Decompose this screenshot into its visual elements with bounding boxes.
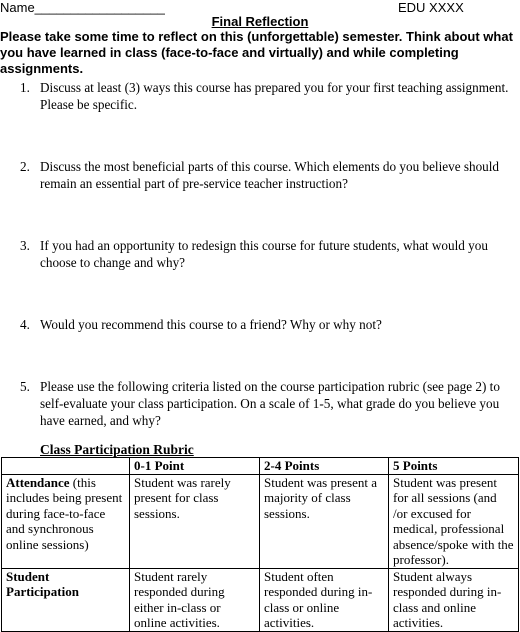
rubric-header-cell: 0-1 Point [130, 458, 260, 475]
rubric-criterion [2, 568, 130, 631]
rubric-header-cell: 5 Points [389, 458, 519, 475]
rubric-cell: Student was present a majority of class sessions. [260, 474, 389, 568]
rubric-header-row [2, 458, 519, 475]
question-number: 1. [20, 80, 30, 95]
question-number: 2. [20, 159, 30, 174]
page-title: Final Reflection [211, 14, 309, 29]
name-field-label: Name__________________ [0, 0, 165, 15]
rubric-cell: Student was present for all sessions (and /or excused for medical, professional absence/spoke with the professor). [389, 474, 519, 568]
rubric-header-cell: 2-4 Points [260, 458, 389, 475]
question-text: Please use the following criteria listed on the course participation rubric (see page 2) to self-evaluate your class participation. On a scale of 1-5, what grade do you believe you have earned, and why? [40, 379, 500, 428]
question-text: If you had an opportunity to redesign this course for future students, what would you choose to change and why? [40, 238, 488, 270]
rubric-cell: Student was rarely present for class sessions. [130, 474, 260, 568]
question-number: 5. [20, 379, 30, 394]
question-text: Would you recommend this course to a friend? Why or why not? [40, 317, 382, 332]
rubric-cell: Student often responded during in-class or online activities. [260, 568, 389, 631]
criterion-name: Attendance [6, 474, 70, 490]
rubric-cell: Student rarely responded during either in-class or online activities. [130, 568, 260, 631]
question-text: Discuss the most beneficial parts of this course. Which elements do you believe should remain an essential part of pre-service teacher instruction? [40, 159, 500, 191]
rubric-cell: Student always responded during in-class and online activities. [389, 568, 519, 631]
criterion-description: (this includes being present during face-to-face and synchronous online sessions) [6, 474, 123, 552]
rubric-table [1, 457, 519, 632]
course-code: EDU XXXX [398, 0, 464, 15]
question-text: Discuss at least (3) ways this course has prepared you for your first teaching assignment. Please be specific. [40, 80, 509, 112]
criterion-name: Student Participation [6, 568, 79, 599]
rubric-row-participation [2, 568, 519, 631]
rubric-row-attendance [2, 474, 519, 568]
intro-instructions: Please take some time to reflect on this (unforgettable) semester. Think about what you have learned in class (face-to-face and virtually) and while completing assignments. [0, 29, 513, 76]
rubric-header-cell [2, 458, 130, 475]
rubric-criterion [2, 474, 130, 568]
rubric-title: Class Participation Rubric [40, 442, 194, 457]
question-number: 4. [20, 317, 30, 332]
question-number: 3. [20, 238, 30, 253]
